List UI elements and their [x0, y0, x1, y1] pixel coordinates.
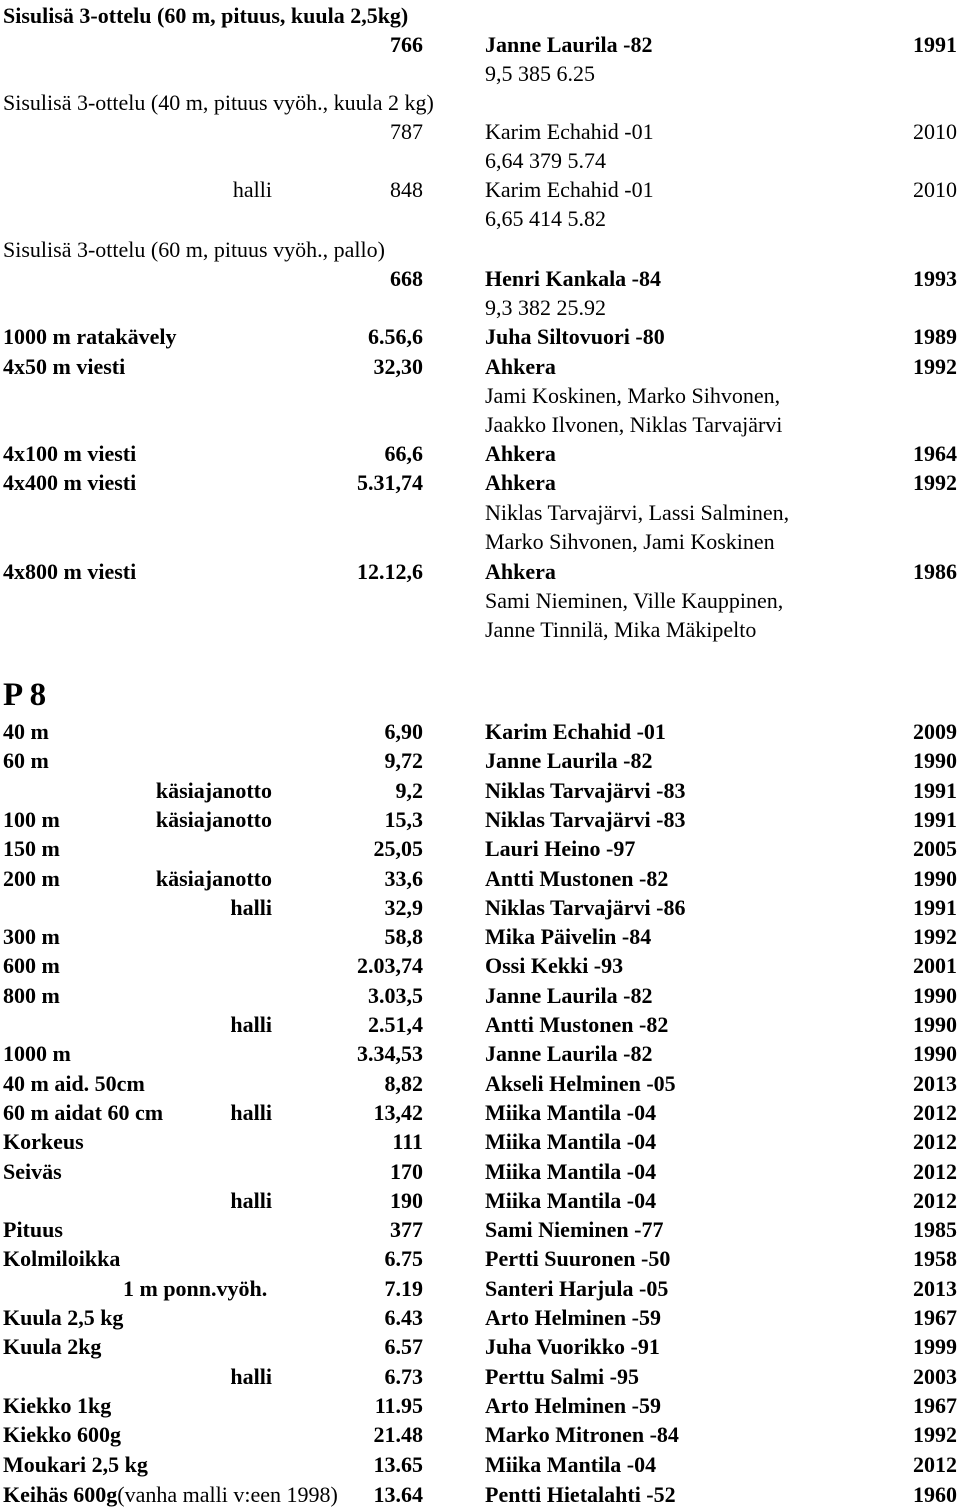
- record-row: [0, 1450, 960, 1479]
- record-result: 5.31,74: [357, 470, 423, 495]
- record-year: 1990: [913, 1041, 957, 1066]
- record-row: [0, 1215, 960, 1244]
- event-name: 40 m: [3, 719, 49, 744]
- event-name: 60 m aidat 60 cm: [3, 1100, 164, 1125]
- record-holder: Miika Mantila -04: [485, 1188, 657, 1213]
- record-condition: halli: [230, 1364, 272, 1389]
- record-year: 1990: [913, 748, 957, 773]
- event-name: Seiväs: [3, 1159, 62, 1184]
- record-holder: Niklas Tarvajärvi -83: [485, 807, 686, 832]
- event-row: [0, 88, 960, 117]
- record-row: [0, 1157, 960, 1186]
- record-result: 668: [390, 266, 423, 291]
- event-name: 800 m: [3, 983, 60, 1008]
- record-result: 33,6: [384, 866, 423, 891]
- record-result: 32,9: [384, 895, 423, 920]
- record-result: 66,6: [384, 441, 423, 466]
- record-year: 1964: [913, 441, 957, 466]
- record-holder: Ahkera: [485, 441, 556, 466]
- record-result: 32,30: [373, 354, 423, 379]
- relay-team: Marko Sihvonen, Jami Koskinen: [485, 529, 775, 554]
- record-row: [0, 439, 960, 468]
- record-detail: 6,64 379 5.74: [485, 148, 606, 173]
- record-holder: Perttu Salmi -95: [485, 1364, 639, 1389]
- detail-row: [0, 204, 960, 233]
- record-year: 2012: [913, 1188, 957, 1213]
- event-name: 200 m: [3, 866, 60, 891]
- record-year: 1990: [913, 866, 957, 891]
- detail-row: [0, 146, 960, 175]
- record-row: [0, 717, 960, 746]
- record-condition: käsiajanotto: [155, 807, 272, 832]
- record-result: 170: [390, 1159, 423, 1184]
- record-result: 3.03,5: [368, 983, 423, 1008]
- record-row: [0, 264, 960, 293]
- record-row: [0, 175, 960, 204]
- record-year: 1990: [913, 983, 957, 1008]
- record-result: 6.43: [384, 1305, 423, 1330]
- record-row: [0, 1186, 960, 1215]
- record-condition: 1 m ponn.vyöh.: [123, 1276, 268, 1301]
- record-year: 1992: [913, 924, 957, 949]
- record-row: [0, 981, 960, 1010]
- record-row: [0, 117, 960, 146]
- event-name: 1000 m: [3, 1041, 71, 1066]
- record-result: 848: [390, 177, 423, 202]
- record-result: 8,82: [384, 1071, 423, 1096]
- record-holder: Janne Laurila -82: [485, 983, 653, 1008]
- record-year: 1986: [913, 559, 957, 584]
- record-holder: Niklas Tarvajärvi -83: [485, 778, 686, 803]
- record-row: [0, 322, 960, 351]
- record-row: [0, 864, 960, 893]
- record-result: 6.56,6: [368, 324, 423, 349]
- event-name: 150 m: [3, 836, 60, 861]
- record-holder: Pentti Hietalahti -52: [485, 1482, 676, 1507]
- detail-row: [0, 498, 960, 527]
- record-result: 13.64: [373, 1482, 423, 1507]
- event-name: 4x100 m viesti: [3, 441, 137, 466]
- event-name: Sisulisä 3-ottelu (60 m, pituus, kuula 2,5kg): [3, 3, 409, 28]
- record-holder: Marko Mitronen -84: [485, 1422, 679, 1447]
- record-holder: Miika Mantila -04: [485, 1100, 657, 1125]
- record-result: 6.73: [384, 1364, 423, 1389]
- record-holder: Miika Mantila -04: [485, 1129, 657, 1154]
- relay-team: Jaakko Ilvonen, Niklas Tarvajärvi: [485, 412, 783, 437]
- event-name: Kuula 2kg: [3, 1334, 102, 1359]
- record-year: 1989: [913, 324, 957, 349]
- record-year: 2001: [913, 953, 957, 978]
- record-holder: Juha Siltovuori -80: [485, 324, 665, 349]
- record-year: 1991: [913, 807, 957, 832]
- record-holder: Miika Mantila -04: [485, 1452, 657, 1477]
- record-row: [0, 1362, 960, 1391]
- record-detail: 6,65 414 5.82: [485, 206, 606, 231]
- relay-team: Niklas Tarvajärvi, Lassi Salminen,: [485, 500, 790, 525]
- record-row: [0, 1244, 960, 1273]
- record-holder: Santeri Harjula -05: [485, 1276, 669, 1301]
- record-year: 2013: [913, 1276, 957, 1301]
- record-result: 377: [390, 1217, 423, 1242]
- event-name: 600 m: [3, 953, 60, 978]
- record-result: 190: [390, 1188, 423, 1213]
- event-name: Pituus: [3, 1217, 63, 1242]
- record-row: [0, 1127, 960, 1156]
- record-condition: halli: [230, 1188, 272, 1213]
- record-row: [0, 1069, 960, 1098]
- event-name: Kolmiloikka: [3, 1246, 121, 1271]
- record-year: 1992: [913, 470, 957, 495]
- record-holder: Arto Helminen -59: [485, 1305, 661, 1330]
- record-holder: Niklas Tarvajärvi -86: [485, 895, 686, 920]
- record-year: 2012: [913, 1452, 957, 1477]
- record-holder: Janne Laurila -82: [485, 748, 653, 773]
- record-year: 2012: [913, 1159, 957, 1184]
- record-row: [0, 893, 960, 922]
- event-name: 40 m aid. 50cm: [3, 1071, 145, 1096]
- event-name: Kiekko 1kg: [3, 1393, 112, 1418]
- record-row: [0, 834, 960, 863]
- record-result: 13.65: [373, 1452, 423, 1477]
- record-year: 1999: [913, 1334, 957, 1359]
- event-name: 4x50 m viesti: [3, 354, 126, 379]
- record-condition: halli: [232, 177, 272, 202]
- record-year: 1967: [913, 1305, 957, 1330]
- event-name-text: Keihäs 600g: [3, 1482, 118, 1507]
- record-year: 1991: [913, 895, 957, 920]
- record-row: [0, 746, 960, 775]
- record-result: 6.57: [384, 1334, 423, 1359]
- record-year: 1985: [913, 1217, 957, 1242]
- record-row: [0, 922, 960, 951]
- record-condition: käsiajanotto: [155, 778, 272, 803]
- record-result: 58,8: [384, 924, 423, 949]
- record-year: 2010: [913, 177, 957, 202]
- record-condition: halli: [230, 1012, 272, 1037]
- record-result: 6,90: [384, 719, 423, 744]
- record-holder: Arto Helminen -59: [485, 1393, 661, 1418]
- record-year: 1992: [913, 354, 957, 379]
- record-holder: Pertti Suuronen -50: [485, 1246, 671, 1271]
- record-row: [0, 805, 960, 834]
- event-name: Kuula 2,5 kg: [3, 1305, 124, 1330]
- detail-row: [0, 586, 960, 615]
- record-result: 15,3: [384, 807, 423, 832]
- relay-team: Jami Koskinen, Marko Sihvonen,: [485, 383, 781, 408]
- event-name: Sisulisä 3-ottelu (40 m, pituus vyöh., kuula 2 kg): [3, 90, 434, 115]
- record-year: 2009: [913, 719, 957, 744]
- record-row: [0, 1274, 960, 1303]
- record-result: 25,05: [373, 836, 423, 861]
- record-result: 21.48: [373, 1422, 423, 1447]
- event-name: Korkeus: [3, 1129, 84, 1154]
- event-name: Kiekko 600g: [3, 1422, 121, 1447]
- record-holder: Karim Echahid -01: [485, 119, 654, 144]
- record-holder: Juha Vuorikko -91: [485, 1334, 660, 1359]
- record-row: [0, 1332, 960, 1361]
- event-name: Moukari 2,5 kg: [3, 1452, 148, 1477]
- record-row: [0, 1303, 960, 1332]
- event-row: [0, 1, 960, 30]
- record-row: [0, 1420, 960, 1449]
- detail-row: [0, 615, 960, 644]
- record-row: [0, 30, 960, 59]
- record-year: 2013: [913, 1071, 957, 1096]
- record-row: [0, 352, 960, 381]
- detail-row: [0, 410, 960, 439]
- record-year: 2003: [913, 1364, 957, 1389]
- event-name: Sisulisä 3-ottelu (60 m, pituus vyöh., pallo): [3, 237, 385, 262]
- record-result: 766: [390, 32, 423, 57]
- record-result: 7.19: [384, 1276, 423, 1301]
- record-holder: Ossi Kekki -93: [485, 953, 624, 978]
- record-result: 12.12,6: [357, 559, 423, 584]
- record-row: [0, 951, 960, 980]
- record-year: 1990: [913, 1012, 957, 1037]
- record-holder: Lauri Heino -97: [485, 836, 636, 861]
- relay-team: Janne Tinnilä, Mika Mäkipelto: [485, 617, 757, 642]
- record-holder: Ahkera: [485, 559, 556, 584]
- record-row: [0, 1010, 960, 1039]
- record-year: 1993: [913, 266, 957, 291]
- record-year: 2005: [913, 836, 957, 861]
- record-detail: 9,3 382 25.92: [485, 295, 606, 320]
- record-year: 2012: [913, 1129, 957, 1154]
- record-holder: Antti Mustonen -82: [485, 866, 669, 891]
- event-name: 4x400 m viesti: [3, 470, 137, 495]
- record-holder: Mika Päivelin -84: [485, 924, 652, 949]
- record-row: [0, 1039, 960, 1068]
- record-row: [0, 776, 960, 805]
- detail-row: [0, 59, 960, 88]
- event-name: 60 m: [3, 748, 49, 773]
- record-year: 2010: [913, 119, 957, 144]
- event-name: [3, 1480, 338, 1509]
- record-holder: Akseli Helminen -05: [485, 1071, 676, 1096]
- record-condition: halli: [230, 1100, 272, 1125]
- record-result: 9,2: [395, 778, 423, 803]
- event-name: 100 m: [3, 807, 60, 832]
- section-title: P 8: [3, 677, 47, 713]
- record-row: [0, 1391, 960, 1420]
- record-row: [0, 1098, 960, 1127]
- record-condition: halli: [230, 895, 272, 920]
- event-name: 4x800 m viesti: [3, 559, 137, 584]
- record-year: 1991: [913, 32, 957, 57]
- record-result: 6.75: [384, 1246, 423, 1271]
- detail-row: [0, 381, 960, 410]
- record-result: 9,72: [384, 748, 423, 773]
- event-note: (vanha malli v:een 1998): [117, 1482, 338, 1507]
- record-result: 13,42: [373, 1100, 423, 1125]
- relay-team: Sami Nieminen, Ville Kauppinen,: [485, 588, 784, 613]
- record-holder: Antti Mustonen -82: [485, 1012, 669, 1037]
- record-holder: Miika Mantila -04: [485, 1159, 657, 1184]
- record-year: 1992: [913, 1422, 957, 1447]
- record-row: [0, 1480, 960, 1509]
- record-holder: Ahkera: [485, 470, 556, 495]
- record-result: 787: [390, 119, 423, 144]
- record-holder: Janne Laurila -82: [485, 32, 653, 57]
- record-holder: Karim Echahid -01: [485, 177, 654, 202]
- record-result: 2.03,74: [357, 953, 423, 978]
- event-row: [0, 235, 960, 264]
- record-holder: Sami Nieminen -77: [485, 1217, 664, 1242]
- event-name: 300 m: [3, 924, 60, 949]
- record-row: [0, 557, 960, 586]
- record-year: 1960: [913, 1482, 957, 1507]
- record-holder: Ahkera: [485, 354, 556, 379]
- record-detail: 9,5 385 6.25: [485, 61, 595, 86]
- record-holder: Karim Echahid -01: [485, 719, 666, 744]
- event-name: 1000 m ratakävely: [3, 324, 177, 349]
- record-year: 1967: [913, 1393, 957, 1418]
- detail-row: [0, 527, 960, 556]
- record-result: 11.95: [374, 1393, 423, 1418]
- record-year: 1991: [913, 778, 957, 803]
- record-holder: Janne Laurila -82: [485, 1041, 653, 1066]
- record-year: 1958: [913, 1246, 957, 1271]
- record-condition: käsiajanotto: [155, 866, 272, 891]
- record-row: [0, 468, 960, 497]
- record-result: 2.51,4: [368, 1012, 423, 1037]
- record-holder: Henri Kankala -84: [485, 266, 662, 291]
- record-year: 2012: [913, 1100, 957, 1125]
- record-result: 3.34,53: [357, 1041, 423, 1066]
- detail-row: [0, 293, 960, 322]
- record-result: 111: [392, 1129, 423, 1154]
